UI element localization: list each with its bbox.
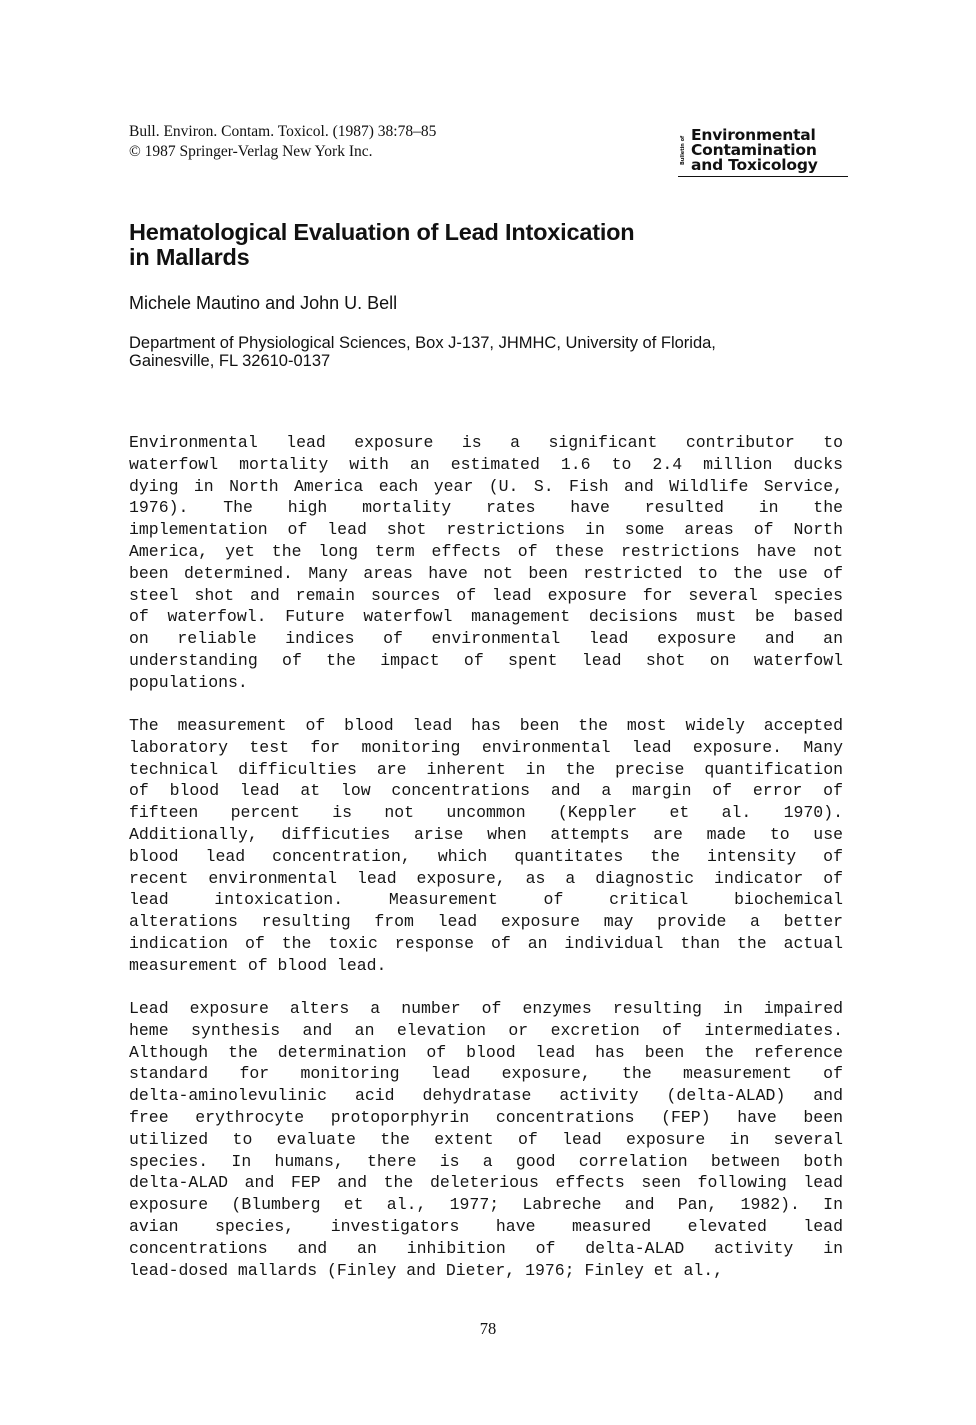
paragraph-line: free erythrocyte protoporphyrin concentrations (FEP) have been (129, 1107, 843, 1127)
body-paragraph (129, 715, 843, 977)
paragraph-line: blood lead concentration, which quantitates the intensity of (129, 846, 843, 866)
journal-logo-line: Contamination (691, 141, 817, 159)
paragraph-line: technical difficulties are inherent in the precise quantification (129, 759, 843, 779)
paragraph-line: of blood lead at low concentrations and a margin of error of (129, 781, 843, 801)
paragraph-line: of waterfowl. Future waterfowl management decisions must be based (129, 607, 843, 627)
page-number: 78 (479, 1319, 497, 1338)
paragraph-line: dying in North America each year (U. S. Fish and Wildlife Service, (129, 476, 843, 496)
paragraph-line: exposure (Blumberg et al., 1977; Labreche and Pan, 1982). In (129, 1195, 843, 1215)
paragraph-line: lead intoxication. Measurement of critical biochemical (129, 890, 843, 910)
paragraph-line: Additionally, difficuties arise when attempts are made to use (129, 824, 843, 844)
author-affiliation (129, 334, 849, 370)
body-paragraph (129, 432, 843, 694)
journal-logo (678, 128, 848, 173)
paragraph-line: Environmental lead exposure is a significant contributor to (129, 433, 843, 452)
affiliation-line: Gainesville, FL 32610-0137 (129, 352, 331, 370)
paragraph-line: concentrations and an inhibition of delta-ALAD activity in (129, 1238, 843, 1258)
paragraph-line: 1976). The high mortality rates have resulted in the (129, 498, 843, 518)
paragraph-line: Lead exposure alters a number of enzymes resulting in impaired (129, 999, 843, 1018)
paragraph-line: America, yet the long term effects of these restrictions have not (129, 541, 843, 561)
paragraph-line: laboratory test for monitoring environmental lead exposure. Many (129, 737, 843, 757)
paragraph-line: utilized to evaluate the extent of lead exposure in several (129, 1129, 843, 1149)
body-paragraph (129, 998, 843, 1281)
paragraph-line: recent environmental lead exposure, as a diagnostic indicator of (129, 868, 843, 888)
article-authors: Michele Mautino and John U. Bell (129, 293, 398, 313)
paragraph-line: heme synthesis and an elevation or excretion of intermediates. (129, 1020, 843, 1040)
paragraph-line: implementation of lead shot restrictions in some areas of North (129, 520, 843, 540)
paragraph-line: standard for monitoring lead exposure, the measurement of (129, 1064, 843, 1084)
journal-logo-side-text: Bulletin of (680, 135, 686, 166)
paragraph-line: fifteen percent is not uncommon (Keppler et al. 1970). (129, 803, 843, 823)
paragraph-line: avian species, investigators have measured elevated lead (129, 1216, 843, 1236)
journal-logo-line: and Toxicology (691, 156, 818, 174)
journal-logo-side (678, 128, 688, 173)
title-line: Hematological Evaluation of Lead Intoxication (129, 219, 635, 245)
affiliation-line: Department of Physiological Sciences, Box J-137, JHMHC, University of Florida, (129, 334, 716, 352)
paragraph-line: indication of the toxic response of an individual than the actual (129, 933, 843, 953)
paragraph-line: The measurement of blood lead has been the most widely accepted (129, 716, 843, 735)
paragraph-line: measurement of blood lead. (129, 955, 387, 975)
paragraph-line: waterfowl mortality with an estimated 1.6 to 2.4 million ducks (129, 454, 843, 474)
paragraph-line: delta-ALAD and FEP and the deleterious effects seen following lead (129, 1173, 843, 1193)
paragraph-line: steel shot and remain sources of lead exposure for several species (129, 585, 843, 605)
paragraph-line: on reliable indices of environmental lead exposure and an (129, 629, 843, 649)
paragraph-line: populations. (129, 672, 248, 692)
paragraph-line: understanding of the impact of spent lead shot on waterfowl (129, 650, 843, 670)
journal-logo-rule (678, 176, 848, 177)
journal-logo-text (691, 128, 818, 173)
citation-line: Bull. Environ. Contam. Toxicol. (1987) 38:78–85 (129, 123, 437, 140)
paragraph-line: been determined. Many areas have not been restricted to the use of (129, 563, 843, 583)
paragraph-line: delta-aminolevulinic acid dehydratase activity (delta-ALAD) and (129, 1086, 843, 1106)
paragraph-line: Although the determination of blood lead has been the reference (129, 1042, 843, 1062)
copyright-line: © 1987 Springer-Verlag New York Inc. (129, 143, 373, 160)
title-line: in Mallards (129, 244, 250, 270)
citation-block (129, 122, 436, 162)
paragraph-line: species. In humans, there is a good correlation between both (129, 1151, 843, 1171)
paragraph-line: alterations resulting from lead exposure may provide a better (129, 912, 843, 932)
article-title (129, 220, 829, 270)
paragraph-line: lead-dosed mallards (Finley and Dieter, 1976; Finley et al., (129, 1260, 724, 1280)
journal-logo-line: Environmental (691, 126, 816, 144)
